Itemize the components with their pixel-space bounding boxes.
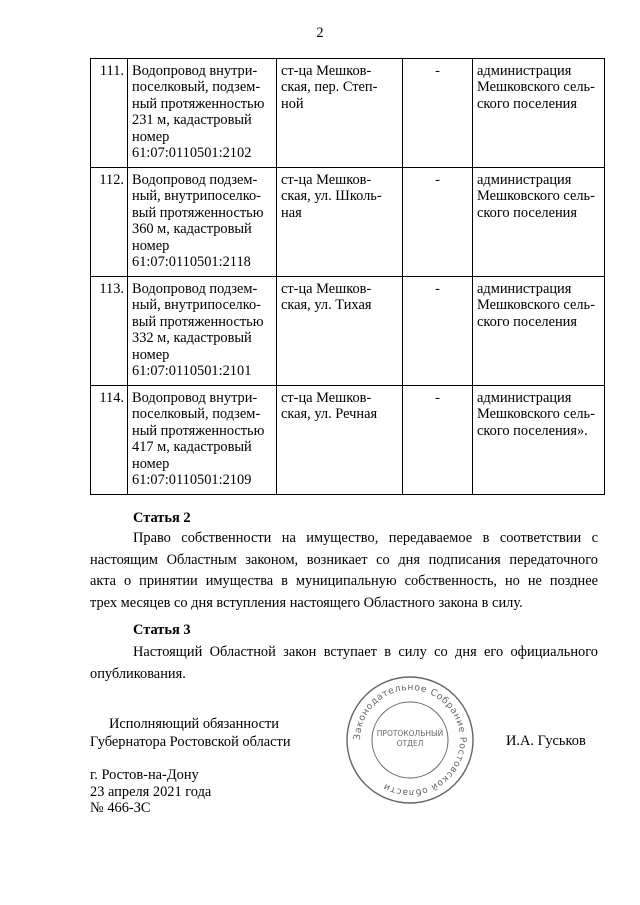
object-name-cell — [128, 386, 277, 495]
characteristics-cell: - — [403, 168, 473, 277]
table-row — [91, 59, 605, 168]
owner-line: администрация — [477, 63, 572, 79]
owner-line: Мешковского сель- — [477, 79, 595, 96]
object-name-cell — [128, 59, 277, 168]
row-number-cell: 114. — [91, 386, 128, 495]
article-3-line: Настоящий Областной закон вступает в силу со дня его официального — [133, 644, 598, 660]
date: 23 апреля 2021 года — [90, 783, 212, 800]
law-number: № 466-ЗС — [90, 800, 151, 817]
address-cell — [277, 168, 403, 277]
address-cell — [277, 59, 403, 168]
owner-line: администрация — [477, 281, 572, 297]
address-line: ская, пер. Степ- — [281, 79, 378, 96]
owner-line: Мешковского сель- — [477, 297, 595, 314]
object-name-line: ный, внутрипоселко- — [132, 188, 261, 205]
stamp-center-line: ПРОТОКОЛЬНЫЙ — [376, 729, 444, 738]
object-name-line: ный протяженностью — [132, 422, 265, 439]
object-name-line: номер — [132, 346, 170, 363]
stamp-center-line: ОТДЕЛ — [396, 739, 424, 748]
signer-title — [90, 715, 320, 751]
place-date-number — [90, 767, 211, 817]
owner-line: администрация — [477, 390, 572, 406]
property-table — [90, 58, 605, 495]
object-name-line: поселковый, подзем- — [132, 406, 261, 423]
object-name-line: вый протяженностью — [132, 204, 264, 221]
owner-cell — [473, 386, 605, 495]
object-name-line: 61:07:0110501:2101 — [132, 363, 252, 380]
object-name-line: 332 м, кадастровый — [132, 330, 252, 347]
table-row — [91, 168, 605, 277]
stamp-seal — [344, 674, 476, 806]
signer-name: И.А. Гуськов — [506, 733, 586, 749]
row-number-cell: 111. — [91, 59, 128, 168]
address-line: ст-ца Мешков- — [281, 172, 372, 188]
owner-line: администрация — [477, 172, 572, 188]
owner-line: ского поселения — [477, 204, 577, 221]
object-name-line: номер — [132, 237, 170, 254]
object-name-line: ный протяженностью — [132, 95, 265, 112]
object-name-line: Водопровод внутри- — [132, 390, 258, 406]
owner-cell — [473, 168, 605, 277]
object-name-line: номер — [132, 455, 170, 472]
object-name-line: Водопровод подзем- — [132, 172, 258, 188]
object-name-line: 61:07:0110501:2109 — [132, 472, 252, 489]
object-name-line: 231 м, кадастровый — [132, 112, 252, 129]
object-name-cell — [128, 277, 277, 386]
article-2-line: акта о принятии имущества в муниципальную собственность, но не позднее — [90, 573, 598, 590]
owner-line: ского поселения — [477, 313, 577, 330]
city: г. Ростов-на-Дону — [90, 767, 199, 783]
address-line: ной — [281, 95, 304, 112]
table-row — [91, 386, 605, 495]
owner-line: Мешковского сель- — [477, 188, 595, 205]
row-number-cell: 112. — [91, 168, 128, 277]
owner-line: Мешковского сель- — [477, 406, 595, 423]
signer-title-line: Губернатора Ростовской области — [90, 734, 291, 750]
table-body — [91, 59, 605, 495]
article-2-line: Право собственности на имущество, передаваемое в соответствии с — [133, 530, 598, 546]
stamp-ring-text: Законодательное Собрание Ростовской области — [351, 681, 469, 799]
characteristics-cell: - — [403, 59, 473, 168]
article-3-line: опубликования. — [90, 665, 186, 682]
object-name-cell — [128, 168, 277, 277]
owner-line: ского поселения». — [477, 422, 588, 439]
owner-cell — [473, 59, 605, 168]
address-line: ская, ул. Речная — [281, 406, 378, 423]
object-name-line: 360 м, кадастровый — [132, 221, 252, 238]
owner-cell — [473, 277, 605, 386]
address-cell — [277, 277, 403, 386]
page-number: 2 — [316, 25, 324, 41]
address-line: ст-ца Мешков- — [281, 281, 372, 297]
address-line: ст-ца Мешков- — [281, 390, 372, 406]
characteristics-cell: - — [403, 386, 473, 495]
object-name-line: поселковый, подзем- — [132, 79, 261, 96]
address-cell — [277, 386, 403, 495]
signer-title-line: Исполняющий обязанности — [109, 716, 280, 732]
object-name-line: 61:07:0110501:2102 — [132, 145, 252, 162]
object-name-line: 417 м, кадастровый — [132, 439, 252, 456]
object-name-line: 61:07:0110501:2118 — [132, 254, 251, 271]
article-3-title: Статья 3 — [133, 622, 191, 638]
object-name-line: вый протяженностью — [132, 313, 264, 330]
object-name-line: номер — [132, 128, 170, 145]
owner-line: ского поселения — [477, 95, 577, 112]
article-2-title: Статья 2 — [133, 510, 191, 526]
table-row — [91, 277, 605, 386]
address-line: ная — [281, 204, 302, 221]
address-line: ская, ул. Тихая — [281, 297, 372, 314]
object-name-line: ный, внутрипоселко- — [132, 297, 261, 314]
object-name-line: Водопровод внутри- — [132, 63, 258, 79]
article-2-line: настоящим Областным законом, возникает со дня подписания передаточного — [90, 551, 598, 568]
object-name-line: Водопровод подзем- — [132, 281, 258, 297]
row-number-cell: 113. — [91, 277, 128, 386]
characteristics-cell: - — [403, 277, 473, 386]
address-line: ст-ца Мешков- — [281, 63, 372, 79]
article-2-line: трех месяцев со дня вступления настоящего Областного закона в силу. — [90, 594, 523, 611]
address-line: ская, ул. Школь- — [281, 188, 382, 205]
article-2-text — [90, 528, 598, 614]
